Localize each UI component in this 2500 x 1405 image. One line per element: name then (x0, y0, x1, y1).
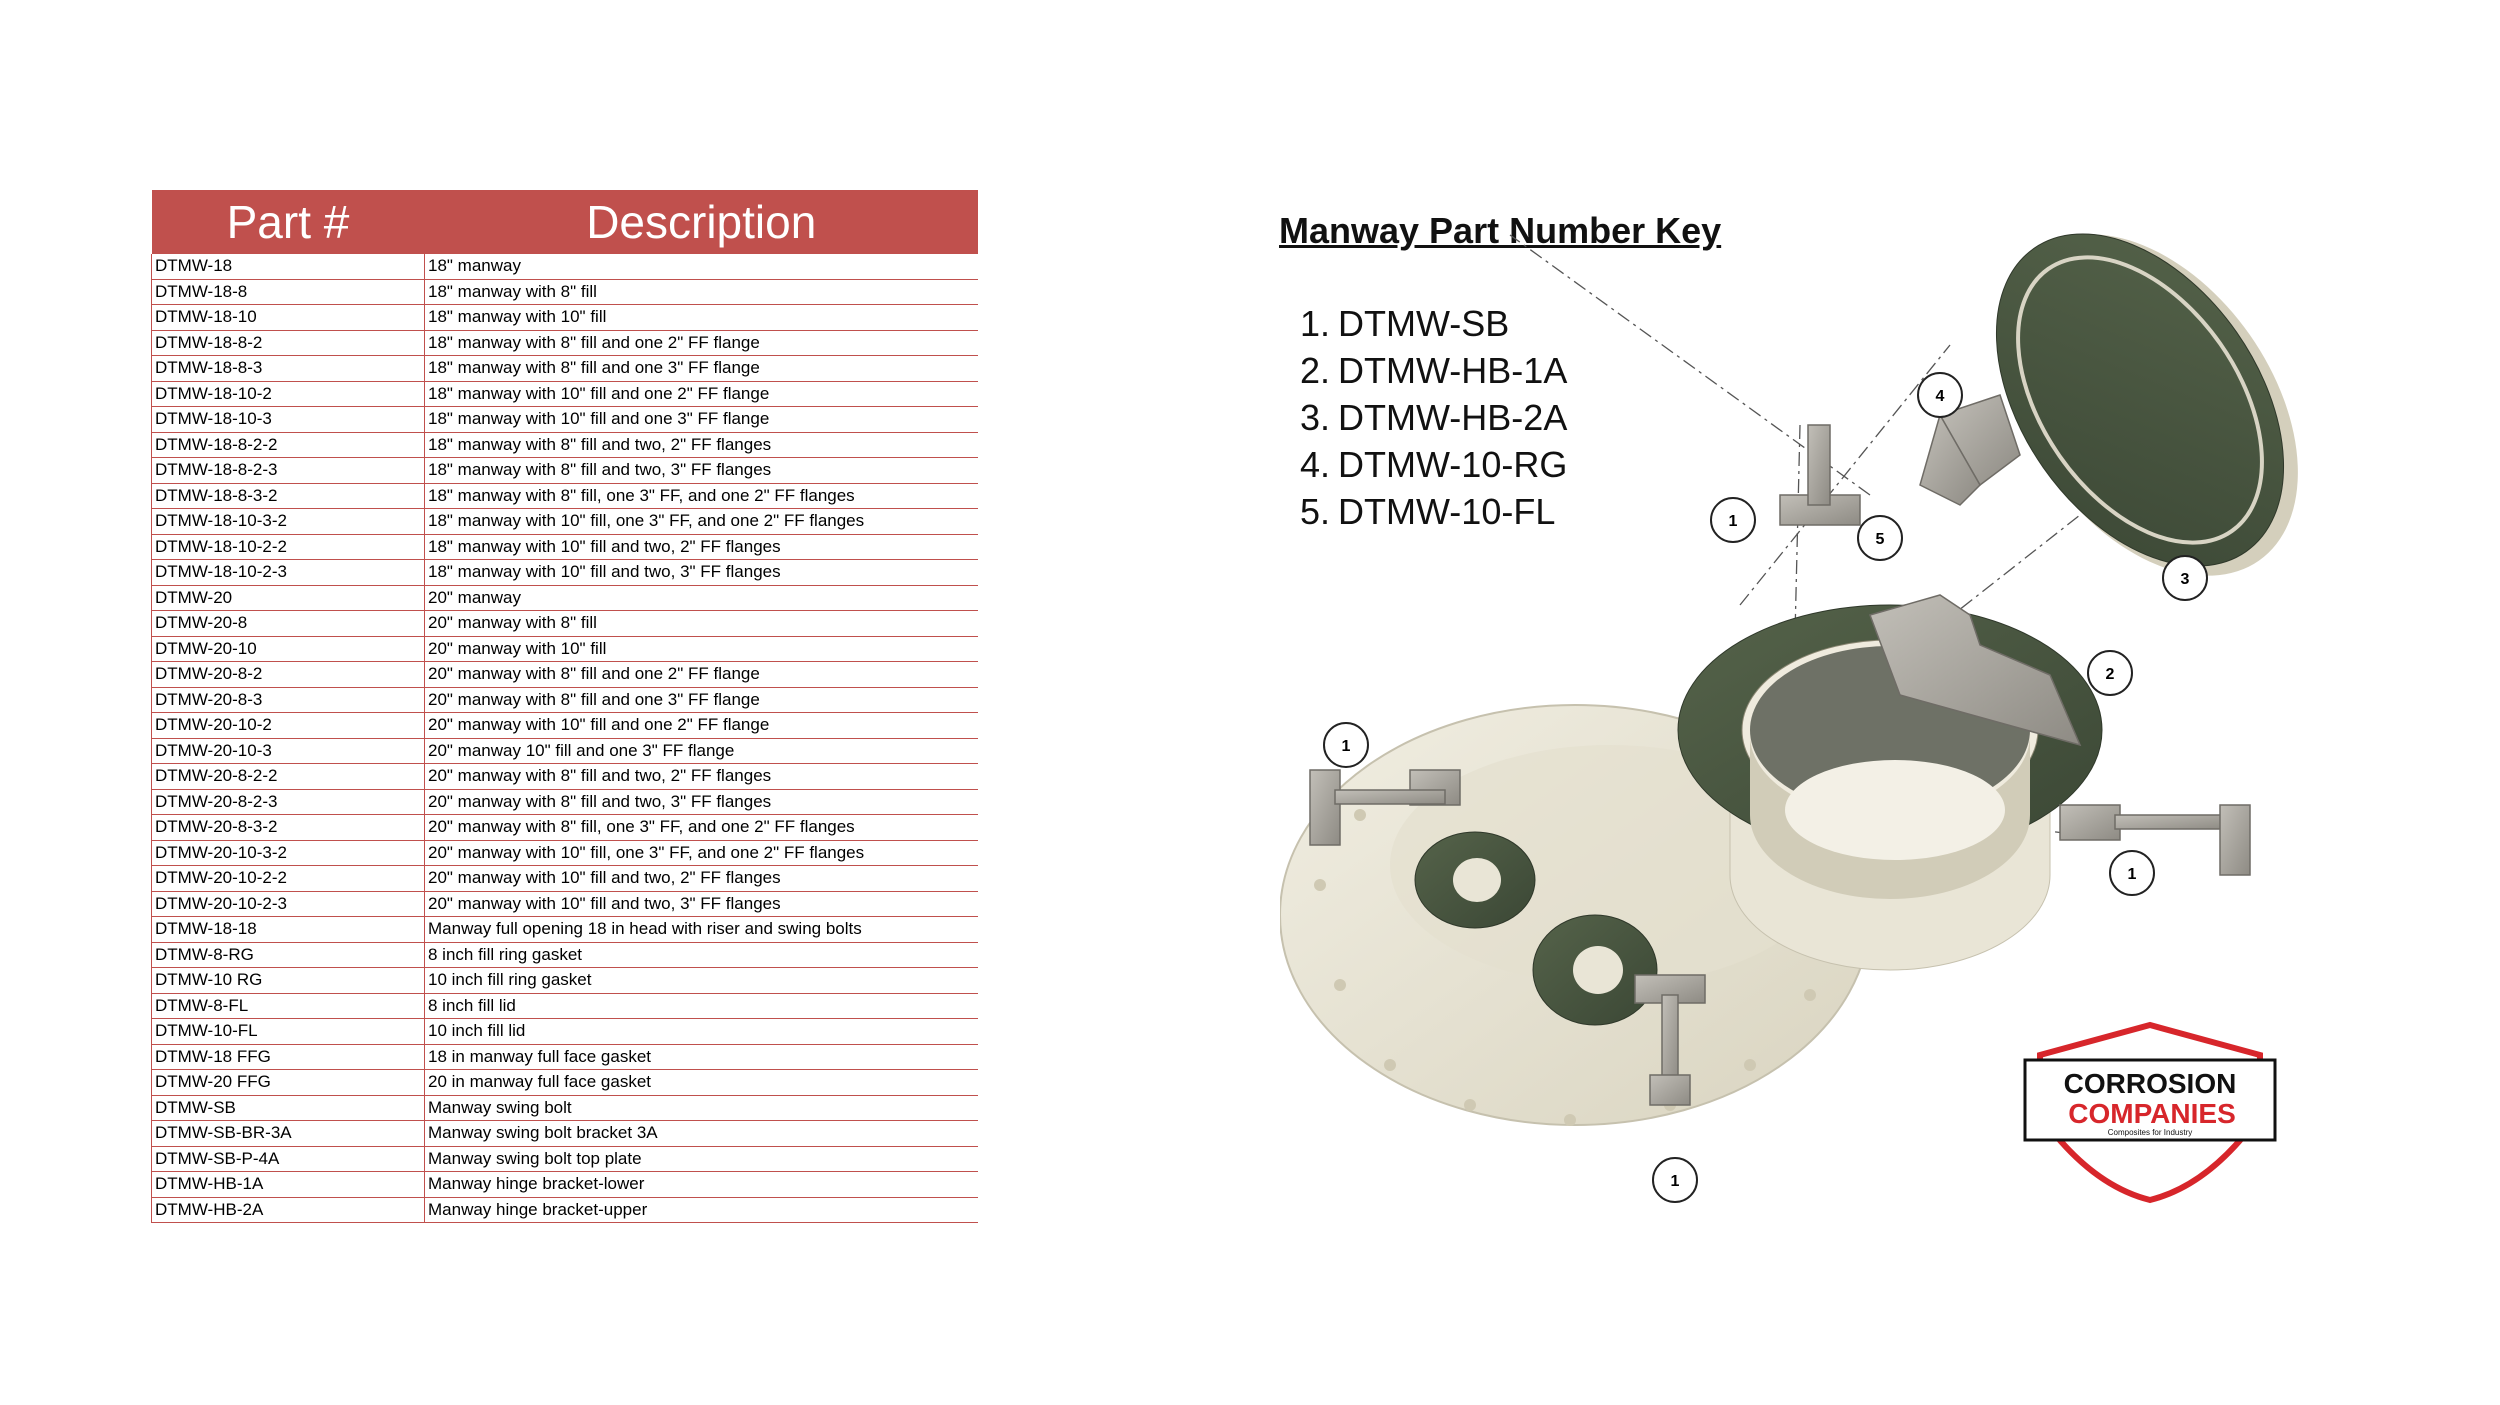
key-item-label: DTMW-10-FL (1338, 491, 1556, 532)
table-row (152, 1172, 979, 1198)
part-number-cell: DTMW-20-8-2-2 (152, 764, 425, 790)
corrosion-companies-logo (2025, 1025, 2275, 1200)
table-row (152, 840, 979, 866)
table-row (152, 611, 979, 637)
key-item-label: DTMW-SB (1338, 303, 1510, 344)
part-number-cell: DTMW-18-8-2 (152, 330, 425, 356)
description-cell: 18" manway (425, 254, 979, 279)
part-number-cell: DTMW-20-10-2-2 (152, 866, 425, 892)
table-body (152, 254, 979, 1223)
table-row (152, 687, 979, 713)
table-row (152, 738, 979, 764)
key-item-number: 2. (1300, 350, 1331, 391)
description-cell: 20" manway with 8" fill and two, 3" FF flanges (425, 789, 979, 815)
key-item-label: DTMW-HB-2A (1338, 397, 1568, 438)
part-number-cell: DTMW-20-10 (152, 636, 425, 662)
table-row (152, 560, 979, 586)
table-row (152, 942, 979, 968)
table-row (152, 458, 979, 484)
table-row (152, 636, 979, 662)
part-number-cell: DTMW-20-8-2 (152, 662, 425, 688)
callout-label: 1 (1728, 513, 1738, 530)
description-cell: Manway hinge bracket-upper (425, 1197, 979, 1223)
table-row (152, 1197, 979, 1223)
callout-label: 1 (1341, 738, 1351, 755)
table-row (152, 305, 979, 331)
table-row (152, 993, 979, 1019)
table-row (152, 1044, 979, 1070)
callout-1-bottom (1653, 1158, 1697, 1202)
part-number-cell: DTMW-18-10-2-3 (152, 560, 425, 586)
part-number-cell: DTMW-20-8 (152, 611, 425, 637)
description-cell: 18" manway with 8" fill (425, 279, 979, 305)
part-number-cell: DTMW-8-RG (152, 942, 425, 968)
table-row (152, 1095, 979, 1121)
table-row (152, 713, 979, 739)
table-row (152, 891, 979, 917)
description-cell: 18" manway with 10" fill (425, 305, 979, 331)
description-cell: 20" manway with 10" fill (425, 636, 979, 662)
callout-label: 1 (1670, 1173, 1680, 1190)
part-number-cell: DTMW-HB-1A (152, 1172, 425, 1198)
table-row (152, 917, 979, 943)
part-number-cell: DTMW-20-10-3-2 (152, 840, 425, 866)
callout-label: 4 (1935, 388, 1945, 405)
description-cell: 20" manway 10" fill and one 3" FF flange (425, 738, 979, 764)
part-number-cell: DTMW-10-FL (152, 1019, 425, 1045)
table-row (152, 1019, 979, 1045)
part-number-cell: DTMW-18-10-3 (152, 407, 425, 433)
table-row (152, 789, 979, 815)
part-number-cell: DTMW-8-FL (152, 993, 425, 1019)
key-item-label: DTMW-HB-1A (1338, 350, 1568, 391)
callout-3 (2163, 556, 2207, 600)
callout-1-left (1324, 723, 1368, 767)
description-cell: 18" manway with 10" fill and two, 3" FF flanges (425, 560, 979, 586)
header-part-number: Part # (152, 190, 425, 254)
table-row (152, 1146, 979, 1172)
table-row (152, 381, 979, 407)
logo-line2: COMPANIES (2068, 1098, 2236, 1129)
description-cell: Manway full opening 18 in head with riser and swing bolts (425, 917, 979, 943)
description-cell: 18" manway with 8" fill and one 3" FF flange (425, 356, 979, 382)
table-row (152, 330, 979, 356)
key-item-number: 1. (1300, 303, 1331, 344)
description-cell: 20" manway with 10" fill and one 2" FF flange (425, 713, 979, 739)
table-row (152, 1070, 979, 1096)
callout-label: 1 (2127, 866, 2137, 883)
table-row (152, 662, 979, 688)
table-row (152, 968, 979, 994)
description-cell: 8 inch fill lid (425, 993, 979, 1019)
description-cell: 18" manway with 10" fill and one 2" FF flange (425, 381, 979, 407)
table-row (152, 279, 979, 305)
description-cell: 10 inch fill lid (425, 1019, 979, 1045)
part-number-cell: DTMW-18-18 (152, 917, 425, 943)
description-cell: Manway hinge bracket-lower (425, 1172, 979, 1198)
description-cell: Manway swing bolt bracket 3A (425, 1121, 979, 1147)
part-number-cell: DTMW-SB-P-4A (152, 1146, 425, 1172)
part-number-cell: DTMW-HB-2A (152, 1197, 425, 1223)
part-number-cell: DTMW-18-10 (152, 305, 425, 331)
part-number-cell: DTMW-20-10-2 (152, 713, 425, 739)
part-number-cell: DTMW-18-10-2-2 (152, 534, 425, 560)
description-cell: 18" manway with 8" fill and one 2" FF flange (425, 330, 979, 356)
table-row (152, 1121, 979, 1147)
description-cell: Manway swing bolt (425, 1095, 979, 1121)
table-row (152, 534, 979, 560)
description-cell: 20" manway with 8" fill and one 3" FF flange (425, 687, 979, 713)
part-number-cell: DTMW-18-8 (152, 279, 425, 305)
description-cell: 20" manway with 10" fill, one 3" FF, and one 2" FF flanges (425, 840, 979, 866)
part-number-cell: DTMW-20-8-3-2 (152, 815, 425, 841)
header-description: Description (425, 190, 979, 254)
description-cell: 8 inch fill ring gasket (425, 942, 979, 968)
part-number-cell: DTMW-18 FFG (152, 1044, 425, 1070)
table-row (152, 815, 979, 841)
callout-label: 3 (2180, 571, 2190, 588)
part-number-cell: DTMW-20-10-2-3 (152, 891, 425, 917)
key-item-number: 5. (1300, 491, 1331, 532)
description-cell: 18" manway with 10" fill and two, 2" FF flanges (425, 534, 979, 560)
part-number-cell: DTMW-SB (152, 1095, 425, 1121)
table-row (152, 866, 979, 892)
parts-table (151, 190, 978, 1223)
callout-1-right (2110, 851, 2154, 895)
description-cell: 20" manway with 8" fill, one 3" FF, and one 2" FF flanges (425, 815, 979, 841)
description-cell: Manway swing bolt top plate (425, 1146, 979, 1172)
table-header-row (152, 190, 979, 254)
description-cell: 20" manway with 8" fill and two, 2" FF flanges (425, 764, 979, 790)
description-cell: 20" manway with 10" fill and two, 2" FF flanges (425, 866, 979, 892)
callout-1-top (1711, 498, 1755, 542)
part-number-cell: DTMW-18-8-3 (152, 356, 425, 382)
callout-4 (1918, 373, 1962, 417)
table-row (152, 585, 979, 611)
key-item-label: DTMW-10-RG (1338, 444, 1568, 485)
description-cell: 18" manway with 8" fill and two, 2" FF flanges (425, 432, 979, 458)
description-cell: 20" manway with 8" fill (425, 611, 979, 637)
description-cell: 18" manway with 8" fill and two, 3" FF flanges (425, 458, 979, 484)
logo-tagline: Composites for Industry (2107, 1128, 2193, 1137)
callout-label: 2 (2105, 666, 2115, 683)
description-cell: 18 in manway full face gasket (425, 1044, 979, 1070)
manway-exploded-drawing (1280, 225, 2360, 1235)
table-row (152, 483, 979, 509)
table-row (152, 356, 979, 382)
description-cell: 20" manway with 8" fill and one 2" FF flange (425, 662, 979, 688)
part-number-cell: DTMW-20-10-3 (152, 738, 425, 764)
table-row (152, 509, 979, 535)
callout-5 (1858, 516, 1902, 560)
table-row (152, 764, 979, 790)
part-number-cell: DTMW-18-8-2-2 (152, 432, 425, 458)
callout-2 (2088, 651, 2132, 695)
part-number-cell: DTMW-18-8-2-3 (152, 458, 425, 484)
description-cell: 20" manway (425, 585, 979, 611)
key-title: Manway Part Number Key (1279, 210, 1722, 251)
part-number-cell: DTMW-20 (152, 585, 425, 611)
description-cell: 10 inch fill ring gasket (425, 968, 979, 994)
part-number-cell: DTMW-20 FFG (152, 1070, 425, 1096)
logo-line1: CORROSION (2063, 1068, 2237, 1099)
table-row (152, 254, 979, 279)
description-cell: 18" manway with 10" fill and one 3" FF flange (425, 407, 979, 433)
key-item-number: 3. (1300, 397, 1331, 438)
part-number-cell: DTMW-18-8-3-2 (152, 483, 425, 509)
description-cell: 20" manway with 10" fill and two, 3" FF flanges (425, 891, 979, 917)
callout-label: 5 (1875, 531, 1885, 548)
description-cell: 18" manway with 8" fill, one 3" FF, and one 2" FF flanges (425, 483, 979, 509)
table-row (152, 407, 979, 433)
part-number-cell: DTMW-18-10-2 (152, 381, 425, 407)
part-number-cell: DTMW-20-8-3 (152, 687, 425, 713)
part-number-cell: DTMW-10 RG (152, 968, 425, 994)
table-row (152, 432, 979, 458)
part-number-cell: DTMW-SB-BR-3A (152, 1121, 425, 1147)
part-number-cell: DTMW-18-10-3-2 (152, 509, 425, 535)
part-number-cell: DTMW-18 (152, 254, 425, 279)
description-cell: 20 in manway full face gasket (425, 1070, 979, 1096)
key-item-number: 4. (1300, 444, 1331, 485)
part-number-cell: DTMW-20-8-2-3 (152, 789, 425, 815)
description-cell: 18" manway with 10" fill, one 3" FF, and one 2" FF flanges (425, 509, 979, 535)
